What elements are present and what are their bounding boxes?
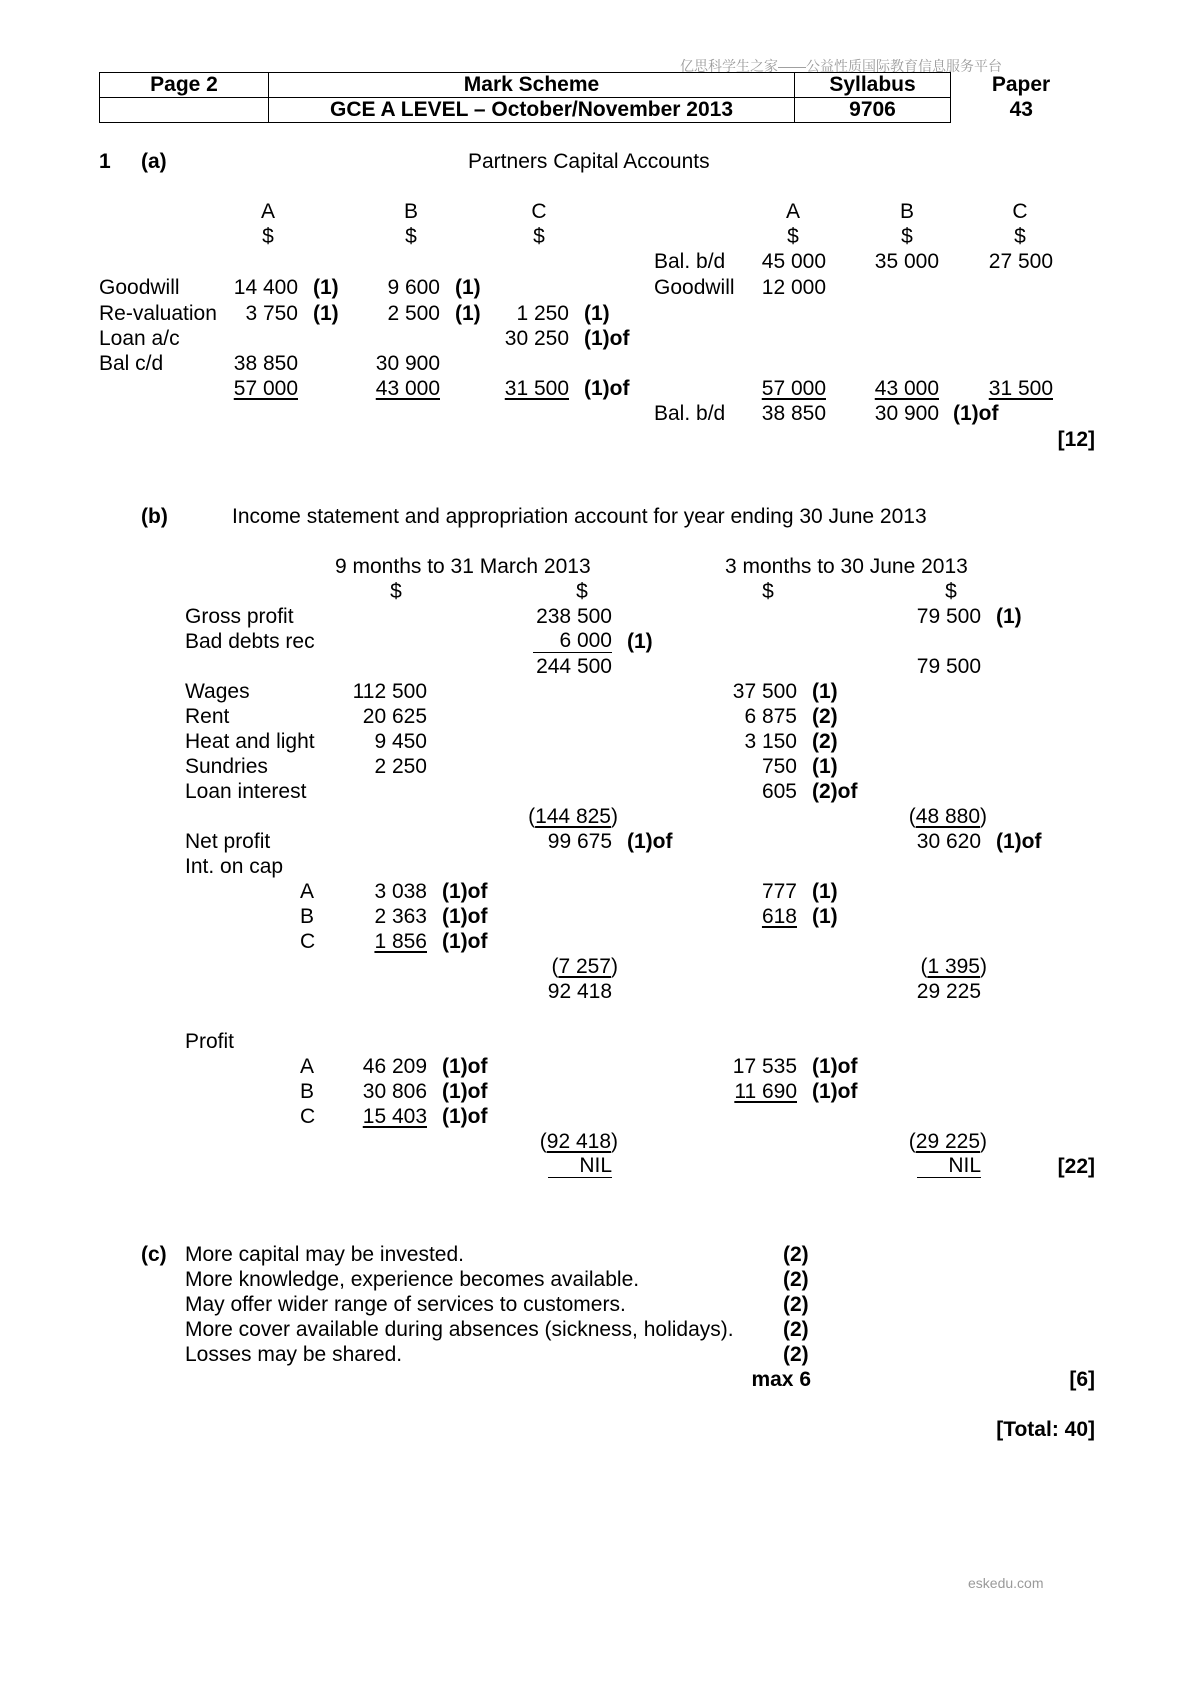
pr-a-1: 46 209 [362,1055,427,1078]
cr-goodwill-a: 12 000 [761,276,826,299]
dr-col-c: C [531,200,547,223]
dr-total-b: 43 000 [375,377,440,400]
dr-total-a: 57 000 [233,377,298,400]
mark: (1)of [442,1105,488,1128]
ic-total-2: (1 395) [920,955,987,978]
mark: (1) [313,302,339,325]
dr-balcd-b: 30 900 [375,352,440,375]
dr-dollar-a: $ [262,225,274,248]
pr-a-2: 17 535 [732,1055,797,1078]
cr-col-c: C [1012,200,1028,223]
sundries-label: Sundries [185,755,268,778]
period-2-heading: 3 months to 30 June 2013 [725,555,968,578]
int-on-cap-label: Int. on cap [185,855,284,878]
pr-b-1: 30 806 [362,1080,427,1103]
ic-b-1: 2 363 [374,905,427,928]
mark: (1) [627,630,653,653]
net-profit-2: 30 620 [916,830,981,853]
cr-total-b: 43 000 [874,377,939,400]
dr-dollar-c: $ [533,225,545,248]
subtotal-2: 79 500 [916,655,981,678]
expenses-2: (48 880) [908,805,987,828]
rent-1: 20 625 [362,705,427,728]
ic-partner-b: B [300,905,315,928]
part-c-item: More capital may be invested. [185,1243,464,1266]
cr-dollar-a: $ [787,225,799,248]
dr-balcd-label: Bal c/d [99,352,164,375]
expenses-1: (144 825) [528,805,618,828]
period-1-heading: 9 months to 31 March 2013 [335,555,591,578]
mark: (1) [455,302,481,325]
dr-loan-c: 30 250 [504,327,569,350]
pr-b-2: 11 690 [734,1080,797,1103]
header-syllabus-label: Syllabus [795,73,951,98]
nil-2: NIL [917,1155,981,1178]
mark: (1) [812,755,838,778]
mark: (1) [455,276,481,299]
heat-label: Heat and light [185,730,315,753]
part-a-label: (a) [141,150,167,173]
header-exam: GCE A LEVEL – October/November 2013 [269,98,795,123]
dr-col-a: A [260,200,275,223]
cr-total-c: 31 500 [988,377,1053,400]
gross-profit-2: 79 500 [916,605,981,628]
pr-total-2: (29 225) [908,1130,987,1153]
dr-goodwill-a: 14 400 [233,276,298,299]
rent-label: Rent [185,705,230,728]
wages-2: 37 500 [732,680,797,703]
question-number: 1 [99,150,111,173]
ic-partner-c: C [300,930,316,953]
mark: (2) [812,730,838,753]
cr-goodwill-label: Goodwill [654,276,735,299]
part-c-item: More knowledge, experience becomes available. [185,1268,640,1291]
cr-balbd-b: 35 000 [874,250,939,273]
cr-dollar-c: $ [1014,225,1026,248]
mark: (1) [313,276,339,299]
pr-total-2-value: 29 225 [915,1130,980,1153]
heat-2: 3 150 [744,730,797,753]
mark: (1)of [584,327,630,350]
mark: (1)of [584,377,630,400]
header-syllabus: 9706 [795,98,951,123]
ic-c-1: 1 856 [374,930,427,953]
dr-total-c: 31 500 [504,377,569,400]
mark: (1) [812,680,838,703]
mark: (2) [783,1293,809,1316]
cr-dollar-b: $ [901,225,913,248]
mark: (2) [783,1268,809,1291]
ic-total-2-value: 1 395 [927,955,980,978]
dr-reval-a: 3 750 [245,302,298,325]
residual-1: 92 418 [547,980,612,1003]
profit-label: Profit [185,1030,235,1053]
gross-profit-label: Gross profit [185,605,294,628]
dollar-2a: $ [762,580,774,603]
mark: (1)of [442,930,488,953]
dr-reval-c: 1 250 [516,302,569,325]
mark: (1)of [812,1080,858,1103]
mark: (1) [996,605,1022,628]
mark: (2)of [812,780,858,803]
mark: (1)of [442,1055,488,1078]
cr-balbd2-a: 38 850 [761,402,826,425]
dollar-1b: $ [576,580,588,603]
dr-col-b: B [403,200,418,223]
part-c-item: May offer wider range of services to customers. [185,1293,626,1316]
header-empty [100,98,269,123]
cr-balbd-label: Bal. b/d [654,250,726,273]
mark: (1) [812,880,838,903]
ic-total-1: (7 257) [551,955,618,978]
mark: (1)of [996,830,1042,853]
mark: (2) [783,1243,809,1266]
dr-dollar-b: $ [405,225,417,248]
header-table [99,72,1092,123]
bad-debts-1: 6 000 [533,630,612,653]
ic-total-1-value: 7 257 [558,955,611,978]
pr-partner-b: B [300,1080,315,1103]
dr-goodwill-b: 9 600 [387,276,440,299]
part-a-title: Partners Capital Accounts [468,150,710,173]
header-title: Mark Scheme [269,73,795,98]
loan-interest-2: 605 [761,780,797,803]
cr-balbd2-b: 30 900 [874,402,939,425]
watermark-bottom: eskedu.com [968,1575,1044,1591]
mark: (1)of [442,905,488,928]
sundries-1: 2 250 [374,755,427,778]
residual-2: 29 225 [916,980,981,1003]
part-c-item: Losses may be shared. [185,1343,403,1366]
sundries-2: 750 [761,755,797,778]
ic-a-2: 777 [761,880,797,903]
mark: (2) [783,1343,809,1366]
loan-interest-label: Loan interest [185,780,307,803]
grand-total: [Total: 40] [996,1418,1095,1441]
header-page: Page 2 [100,73,269,98]
ic-b-2: 618 [761,905,797,928]
heat-1: 9 450 [374,730,427,753]
dollar-1a: $ [390,580,402,603]
subtotal-1: 244 500 [536,655,612,678]
dr-loan-label: Loan a/c [99,327,180,350]
net-profit-label: Net profit [185,830,271,853]
pr-partner-a: A [300,1055,315,1078]
part-c-item: More cover available during absences (sickness, holidays). [185,1318,734,1341]
part-b-label: (b) [141,505,168,528]
dr-balcd-a: 38 850 [233,352,298,375]
ic-partner-a: A [300,880,315,903]
cr-balbd-c: 27 500 [988,250,1053,273]
expenses-1-value: 144 825 [535,805,611,828]
wages-label: Wages [185,680,250,703]
mark: (1)of [953,402,999,425]
part-c-total: [6] [1069,1368,1095,1391]
dr-goodwill-label: Goodwill [99,276,180,299]
pr-total-1: (92 418) [539,1130,618,1153]
part-c-max: max 6 [751,1368,811,1391]
part-a-total: [12] [1057,428,1095,451]
cr-col-a: A [785,200,800,223]
cr-balbd-a: 45 000 [761,250,826,273]
dollar-2b: $ [945,580,957,603]
part-c-label: (c) [141,1243,167,1266]
watermark-top: 亿思科学生之家——公益性质国际教育信息服务平台 [680,58,1002,74]
pr-c-1: 15 403 [362,1105,427,1128]
mark: (1)of [442,1080,488,1103]
part-b-total: [22] [1057,1155,1095,1178]
ic-a-1: 3 038 [374,880,427,903]
rent-2: 6 875 [744,705,797,728]
wages-1: 112 500 [352,680,427,703]
mark: (1)of [627,830,673,853]
pr-partner-c: C [300,1105,316,1128]
expenses-2-value: 48 880 [915,805,980,828]
header-paper: 43 [1009,98,1033,121]
mark: (2) [812,705,838,728]
mark: (1) [584,302,610,325]
part-b-title: Income statement and appropriation account for year ending 30 June 2013 [232,505,927,528]
dr-reval-b: 2 500 [387,302,440,325]
mark: (1) [812,905,838,928]
cr-col-b: B [899,200,914,223]
dr-reval-label: Re-valuation [99,302,217,325]
header-paper-label: Paper [991,73,1051,96]
pr-total-1-value: 92 418 [546,1130,611,1153]
cr-balbd2-label: Bal. b/d [654,402,726,425]
net-profit-1: 99 675 [547,830,612,853]
cr-total-a: 57 000 [761,377,826,400]
gross-profit-1: 238 500 [536,605,612,628]
nil-1: NIL [548,1155,612,1178]
mark: (2) [783,1318,809,1341]
mark: (1)of [442,880,488,903]
bad-debts-label: Bad debts rec [185,630,315,653]
mark: (1)of [812,1055,858,1078]
